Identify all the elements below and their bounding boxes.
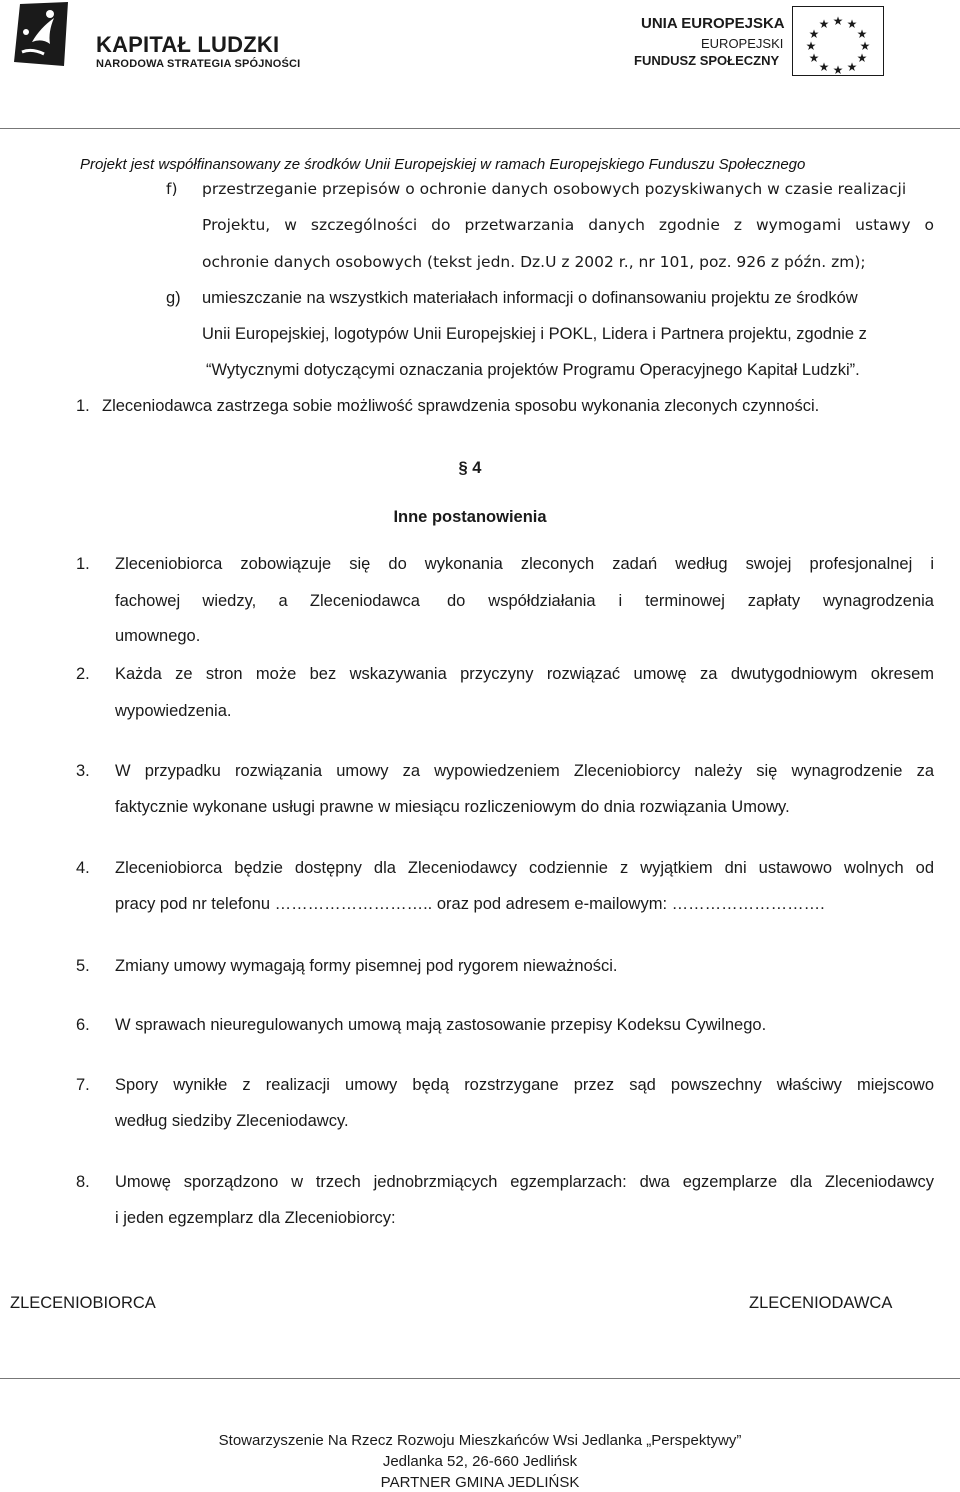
provision-4-marker: 4. <box>76 859 90 877</box>
provision-7-line2: według siedziby Zleceniodawcy. <box>115 1112 349 1130</box>
item-f-marker: f) <box>166 180 178 198</box>
signature-left-label: ZLECENIOBIORCA <box>10 1294 156 1312</box>
svg-text:★: ★ <box>856 27 868 41</box>
svg-text:★: ★ <box>846 17 858 31</box>
svg-text:★: ★ <box>805 39 817 53</box>
provision-1-line2a: fachowej wiedzy, a Zleceniodawca <box>115 592 420 610</box>
kapital-ludzki-title: KAPITAŁ LUDZKI <box>96 32 280 57</box>
item-g-line3: “Wytycznymi dotyczącymi oznaczania projektów Programu Operacyjnego Kapitał Ludzki”. <box>206 361 860 379</box>
section-number: § 4 <box>458 459 482 477</box>
eu-fund-line: EUROPEJSKI <box>701 36 784 51</box>
provision-2-line2: wypowiedzenia. <box>115 702 232 720</box>
svg-text:★: ★ <box>856 51 868 65</box>
provision-1-line1: Zleceniobiorca zobowiązuje się do wykonania zleconych zadań według swojej profesjonalnej i <box>115 555 934 573</box>
kapital-ludzki-subtitle: NARODOWA STRATEGIA SPÓJNOŚCI <box>96 58 301 70</box>
provision-5-line1: Zmiany umowy wymagają formy pisemnej pod rygorem nieważności. <box>115 957 618 975</box>
item-f-line3: ochronie danych osobowych (tekst jedn. Dz.U z 2002 r., nr 101, poz. 926 z późn. zm); <box>202 253 866 271</box>
eu-title: UNIA EUROPEJSKA <box>641 15 785 32</box>
footer-rule <box>0 1378 960 1379</box>
provision-7-line1: Spory wynikłe z realizacji umowy będą rozstrzygane przez sąd powszechny właściwy miejscowo <box>115 1076 934 1094</box>
signature-right-label: ZLECENIODAWCA <box>749 1294 893 1312</box>
provision-8-line2: i jeden egzemplarz dla Zleceniobiorcy: <box>115 1209 396 1227</box>
provision-1-marker: 1. <box>76 555 90 573</box>
provision-2-marker: 2. <box>76 665 90 683</box>
clause-1-text: Zleceniodawca zastrzega sobie możliwość sprawdzenia sposobu wykonania zleconych czynności. <box>102 397 820 415</box>
svg-text:★: ★ <box>818 60 830 74</box>
provision-6-marker: 6. <box>76 1016 90 1034</box>
provision-4-line2: pracy pod nr telefonu ……………………….. oraz pod adresem e-mailowym: ………………………. <box>115 895 825 913</box>
item-g-line1: umieszczanie na wszystkich materiałach informacji o dofinansowaniu projektu ze środków <box>202 289 858 307</box>
footer-organization: Stowarzyszenie Na Rzecz Rozwoju Mieszkańców Wsi Jedlanka „Perspektywy” <box>218 1432 742 1449</box>
kapital-ludzki-logo-icon <box>12 2 72 66</box>
provision-1-line2b: do współdziałania i terminowej zapłaty wynagrodzenia <box>447 592 934 610</box>
header-rule <box>0 128 960 129</box>
provision-2-line1: Każda ze stron może bez wskazywania przyczyny rozwiązać umowę za dwutygodniowym okresem <box>115 665 934 683</box>
svg-text:★: ★ <box>832 63 844 76</box>
provision-5-marker: 5. <box>76 957 90 975</box>
provision-7-marker: 7. <box>76 1076 90 1094</box>
cofinancing-note: Projekt jest współfinansowany ze środków Unii Europejskiej w ramach Europejskiego Funduszu Społecznego <box>80 156 806 173</box>
item-g-line2: Unii Europejskiej, logotypów Unii Europejskiej i POKL, Lidera i Partnera projektu, zgodnie z <box>202 325 867 343</box>
svg-text:★: ★ <box>846 60 858 74</box>
provision-8-line1: Umowę sporządzono w trzech jednobrzmiących egzemplarzach: dwa egzemplarze dla Zleceniodawcy <box>115 1173 934 1191</box>
svg-text:★: ★ <box>808 27 820 41</box>
section-title: Inne postanowienia <box>393 508 547 526</box>
provision-3-line1: W przypadku rozwiązania umowy za wypowiedzeniem Zleceniobiorcy należy się wynagrodzenie za <box>115 762 934 780</box>
provision-6-line1: W sprawach nieuregulowanych umową mają zastosowanie przepisy Kodeksu Cywilnego. <box>115 1016 767 1034</box>
provision-1-line3: umownego. <box>115 627 201 645</box>
item-f-line2: Projektu, w szczególności do przetwarzania danych zgodnie z wymogami ustawy o <box>202 216 934 234</box>
provision-3-line2: faktycznie wykonane usługi prawne w miesiącu rozliczeniowym do dnia rozwiązania Umowy. <box>115 798 790 816</box>
provision-8-marker: 8. <box>76 1173 90 1191</box>
eu-fund-name: FUNDUSZ SPOŁECZNY <box>634 53 780 68</box>
svg-text:★: ★ <box>808 51 820 65</box>
eu-flag-icon <box>792 6 884 76</box>
footer-partner: PARTNER GMINA JEDLIŃSK <box>380 1474 580 1491</box>
svg-text:★: ★ <box>832 14 844 28</box>
svg-text:★: ★ <box>818 17 830 31</box>
svg-text:★: ★ <box>859 39 871 53</box>
item-g-marker: g) <box>166 289 181 307</box>
item-f-line1: przestrzeganie przepisów o ochronie danych osobowych pozyskiwanych w czasie realizacji <box>202 180 907 198</box>
footer-address: Jedlanka 52, 26-660 Jedlińsk <box>382 1453 578 1470</box>
clause-1-marker: 1. <box>76 397 90 415</box>
provision-3-marker: 3. <box>76 762 90 780</box>
provision-4-line1: Zleceniobiorca będzie dostępny dla Zleceniodawcy codziennie z wyjątkiem dni ustawowo wolnych od <box>115 859 934 877</box>
